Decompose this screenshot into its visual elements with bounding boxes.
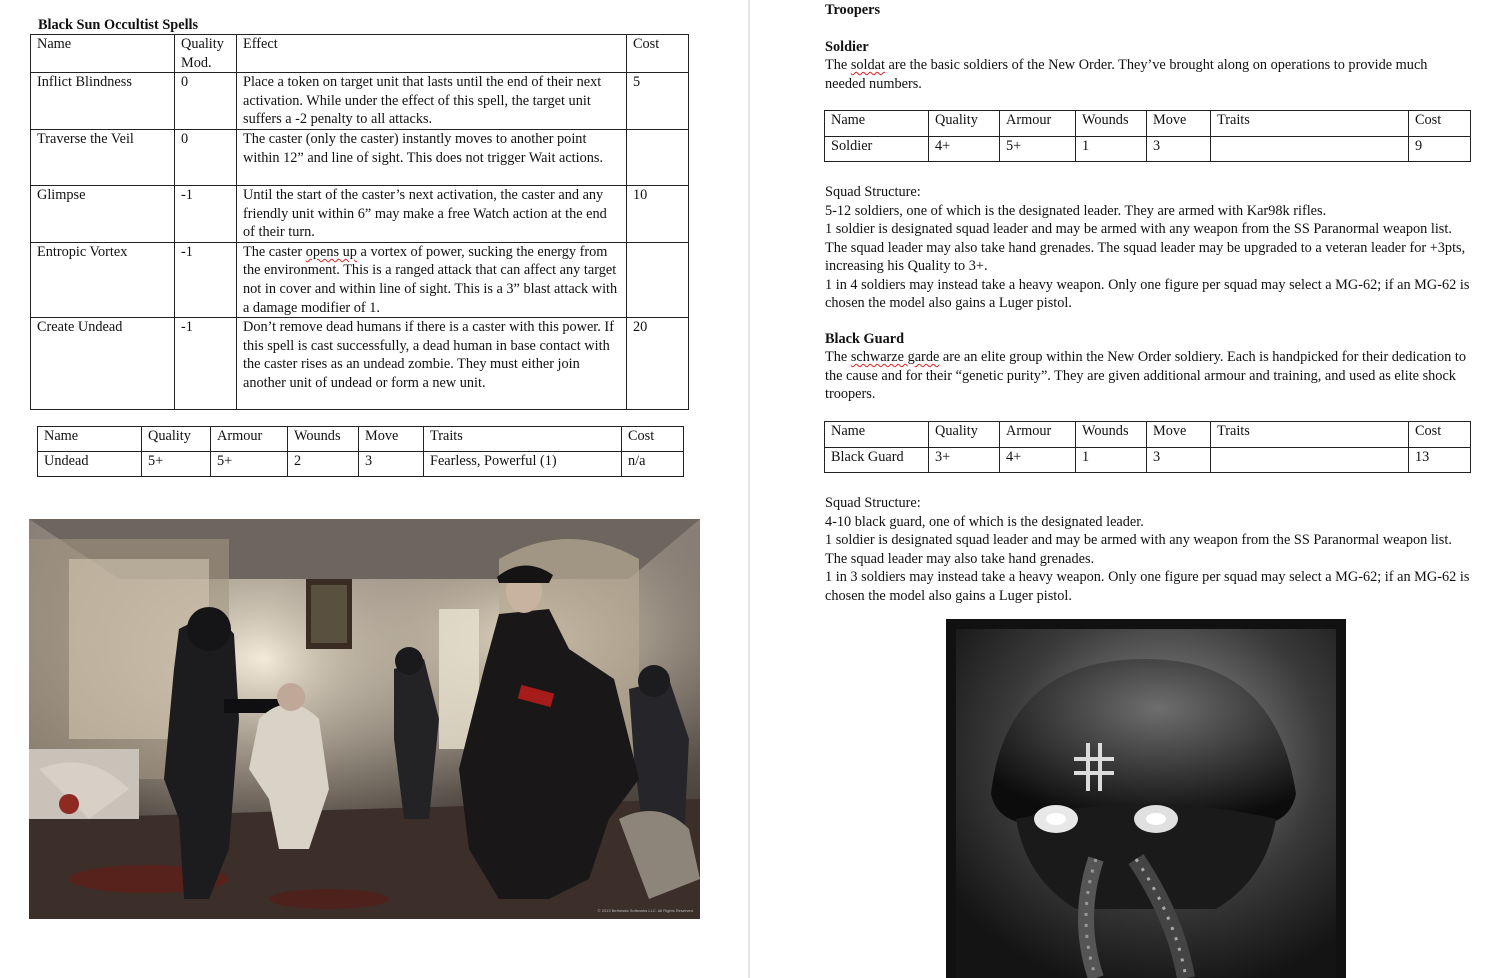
table-row bbox=[31, 129, 689, 185]
table-cell bbox=[1211, 448, 1409, 473]
soldier-squad-structure bbox=[825, 183, 1470, 313]
column-header: Name bbox=[825, 111, 929, 137]
table-row bbox=[31, 242, 689, 317]
table-row bbox=[825, 448, 1471, 473]
column-header: Armour bbox=[1000, 422, 1076, 448]
spells-table bbox=[30, 34, 689, 410]
table-cell: 3 bbox=[1147, 448, 1211, 473]
soldier-stats-table bbox=[824, 110, 1471, 162]
column-header: Wounds bbox=[1076, 111, 1147, 137]
spell-mod: -1 bbox=[175, 242, 237, 317]
squad-line: 1 soldier is designated squad leader and may be armed with any weapon from the SS Paranormal weapon list. The squad leader may also take hand grenades. bbox=[825, 532, 1452, 567]
table-header-row bbox=[38, 427, 684, 452]
column-header: Quality bbox=[929, 422, 1000, 448]
spell-effect: The caster (only the caster) instantly moves to another point within 12” and line of sight. This does not trigger Wait actions. bbox=[237, 129, 627, 185]
table-header-row bbox=[31, 35, 689, 73]
black-guard-intro bbox=[825, 348, 1470, 404]
table-cell bbox=[1211, 137, 1409, 162]
table-cell: n/a bbox=[622, 452, 684, 477]
squad-line: 4-10 black guard, one of which is the designated leader. bbox=[825, 513, 1144, 530]
column-header: Name bbox=[825, 422, 929, 448]
effect-text: a vortex of power, sucking the energy from the environment. This is a ranged attack that can affect any target not in cover and within line of sight. This is a 3” blast attack with a damage modifier of 1. bbox=[243, 243, 618, 316]
column-header: Name bbox=[38, 427, 142, 452]
table-cell: 5+ bbox=[211, 452, 288, 477]
table-cell: 3 bbox=[359, 452, 424, 477]
column-header: Move bbox=[359, 427, 424, 452]
spell-cost bbox=[627, 129, 689, 185]
spell-effect: Until the start of the caster’s next activation, the caster and any friendly unit within 6” may make a free Watch action at the end of their turn. bbox=[237, 185, 627, 242]
spellcheck-flag: soldat bbox=[850, 57, 885, 73]
column-header: Armour bbox=[1000, 111, 1076, 137]
table-cell: Undead bbox=[38, 452, 142, 477]
spell-mod: 0 bbox=[175, 129, 237, 185]
black-guard-heading: Black Guard bbox=[825, 331, 905, 347]
table-row bbox=[31, 318, 689, 410]
spellcheck-flag: schwarze garde bbox=[850, 349, 940, 365]
column-header: Name bbox=[31, 35, 175, 73]
squad-label: Squad Structure: bbox=[825, 495, 921, 511]
gasmask-trooper-portrait bbox=[946, 619, 1346, 978]
spell-effect bbox=[237, 242, 627, 317]
intro-text: The bbox=[825, 349, 851, 365]
column-header: Traits bbox=[1211, 422, 1409, 448]
effect-text: The caster bbox=[243, 243, 306, 260]
squad-line: 1 soldier is designated squad leader and may be armed with any weapon from the SS Paranormal weapon list. The squad leader may also take hand grenades. The squad leader may be upgraded to a veteran leader for +3pts, increasing his Quality to 3+. bbox=[825, 221, 1466, 274]
squad-line: 1 in 3 soldiers may instead take a heavy weapon. Only one figure per squad may select a MG-62; if an MG-62 is chosen the model also gains a Luger pistol. bbox=[825, 569, 1470, 604]
table-cell: Soldier bbox=[825, 137, 929, 162]
column-header: Wounds bbox=[1076, 422, 1147, 448]
table-cell: 5+ bbox=[1000, 137, 1076, 162]
asylum-raid-illustration bbox=[29, 519, 700, 919]
table-header-row bbox=[825, 422, 1471, 448]
table-row bbox=[38, 452, 684, 477]
spell-name: Create Undead bbox=[31, 318, 175, 410]
table-cell: Fearless, Powerful (1) bbox=[424, 452, 622, 477]
intro-text: The bbox=[825, 57, 851, 73]
column-header: Wounds bbox=[288, 427, 359, 452]
intro-text: are the basic soldiers of the New Order. They’ve brought along on operations to provide much needed numbers. bbox=[825, 57, 1428, 92]
column-header: Traits bbox=[424, 427, 622, 452]
column-header: Quality bbox=[142, 427, 211, 452]
table-cell: 3 bbox=[1147, 137, 1211, 162]
spell-mod: -1 bbox=[175, 185, 237, 242]
column-header: Cost bbox=[1409, 422, 1471, 448]
spell-effect: Don’t remove dead humans if there is a caster with this power. If this spell is cast successfully, a dead human in base contact with the caster rises as an undead zombie. They must either join another unit of undead or form a new unit. bbox=[237, 318, 627, 410]
column-header: Effect bbox=[237, 35, 627, 73]
column-header: Quality Mod. bbox=[175, 35, 237, 73]
squad-label: Squad Structure: bbox=[825, 184, 921, 200]
column-header: Traits bbox=[1211, 111, 1409, 137]
table-row bbox=[31, 185, 689, 242]
table-cell: 3+ bbox=[929, 448, 1000, 473]
spell-effect: Place a token on target unit that lasts until the end of their next activation. While under the effect of this spell, the target unit suffers a -2 penalty to all attacks. bbox=[237, 73, 627, 130]
soldier-heading: Soldier bbox=[825, 39, 869, 55]
spell-mod: -1 bbox=[175, 318, 237, 410]
table-cell: Black Guard bbox=[825, 448, 929, 473]
table-cell: 4+ bbox=[929, 137, 1000, 162]
column-header: Move bbox=[1147, 422, 1211, 448]
table-cell: 2 bbox=[288, 452, 359, 477]
spell-cost: 10 bbox=[627, 185, 689, 242]
table-cell: 1 bbox=[1076, 137, 1147, 162]
column-header: Move bbox=[1147, 111, 1211, 137]
image-copyright-caption: © 2013 Bethesda Softworks LLC. All Rights Reserved. bbox=[597, 908, 694, 913]
table-cell: 13 bbox=[1409, 448, 1471, 473]
table-header-row bbox=[825, 111, 1471, 137]
spells-title: Black Sun Occultist Spells bbox=[38, 17, 199, 33]
table-row bbox=[31, 73, 689, 130]
spell-cost: 5 bbox=[627, 73, 689, 130]
spellcheck-flag: opens up bbox=[305, 243, 357, 260]
squad-line: 1 in 4 soldiers may instead take a heavy weapon. Only one figure per squad may select a MG-62; if an MG-62 is chosen the model also gains a Luger pistol. bbox=[825, 276, 1470, 311]
table-cell: 9 bbox=[1409, 137, 1471, 162]
section-title: Troopers bbox=[825, 2, 881, 18]
spell-name: Glimpse bbox=[31, 185, 175, 242]
spell-name: Inflict Blindness bbox=[31, 73, 175, 130]
squad-line: 5-12 soldiers, one of which is the designated leader. They are armed with Kar98k rifles. bbox=[825, 202, 1327, 219]
column-header: Cost bbox=[622, 427, 684, 452]
soldier-intro bbox=[825, 56, 1470, 93]
spell-name: Entropic Vortex bbox=[31, 242, 175, 317]
table-cell: 1 bbox=[1076, 448, 1147, 473]
undead-stats-table bbox=[37, 426, 684, 477]
page-divider bbox=[748, 0, 750, 978]
table-cell: 5+ bbox=[142, 452, 211, 477]
table-cell: 4+ bbox=[1000, 448, 1076, 473]
spell-cost bbox=[627, 242, 689, 317]
spell-mod: 0 bbox=[175, 73, 237, 130]
black-guard-squad-structure bbox=[825, 494, 1470, 605]
spell-cost: 20 bbox=[627, 318, 689, 410]
column-header: Cost bbox=[1409, 111, 1471, 137]
column-header: Quality bbox=[929, 111, 1000, 137]
black-guard-stats-table bbox=[824, 421, 1471, 473]
column-header: Cost bbox=[627, 35, 689, 73]
table-row bbox=[825, 137, 1471, 162]
column-header: Armour bbox=[211, 427, 288, 452]
intro-text: are an elite group within the New Order soldiery. Each is handpicked for their dedication to the cause and for their “genetic purity”. They are given additional armour and training, and used as elite shock troopers. bbox=[825, 349, 1467, 402]
spell-name: Traverse the Veil bbox=[31, 129, 175, 185]
